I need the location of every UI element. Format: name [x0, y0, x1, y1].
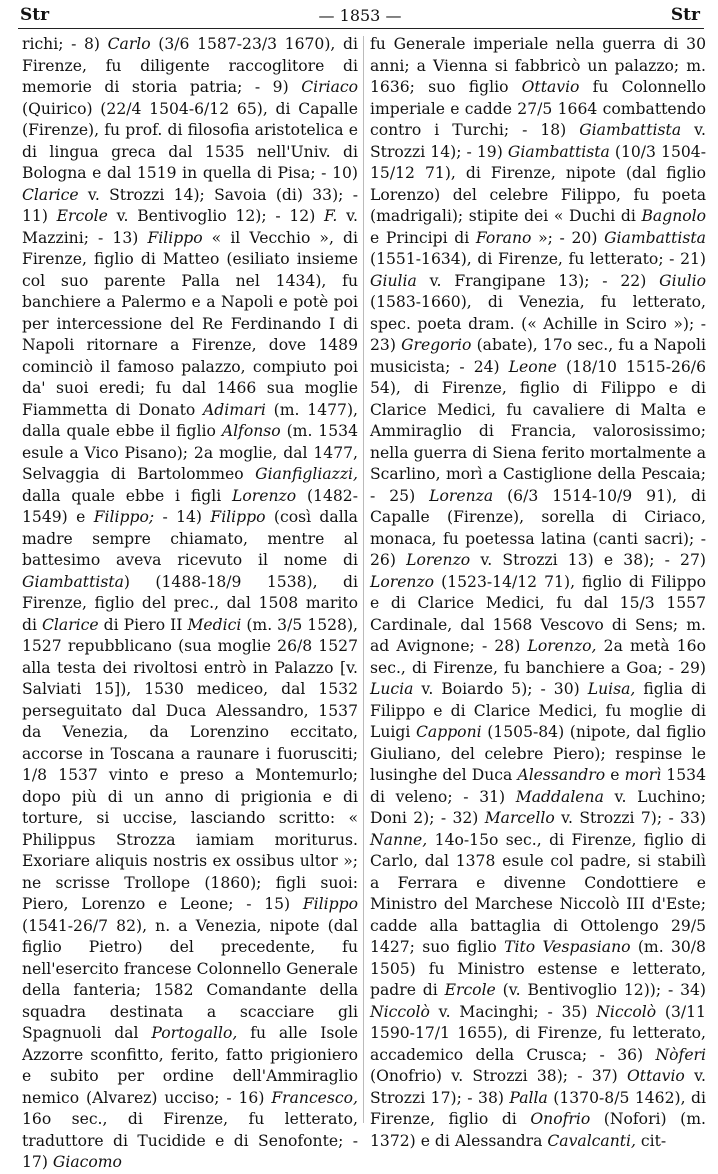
- entry-text: v. Macinghi; - 35): [429, 1002, 597, 1021]
- entry-text: (v. Bentivoglio 12)); - 34): [495, 981, 706, 999]
- entry-text: (così dalla madre sempre chiamato, mentre al battesimo aveva ricevuto il nome di: [22, 508, 358, 569]
- entry-text: (Onofrio) v. Strozzi 38); - 37): [370, 1067, 628, 1085]
- entry-name: Lorenzo: [406, 551, 471, 569]
- entry-text: v. Bentivoglio 12); - 12): [107, 207, 324, 225]
- entry-name: Niccolò: [370, 1002, 430, 1021]
- entry-name: Giambattista: [579, 121, 682, 139]
- entry-name: Forano: [475, 228, 532, 247]
- entry-text: (10/3 1504-15/12 71), di Firenze, nipote (dal figlio Lorenzo) del celebre Filippo, fu poeta (madrigali); stipite dei « Duchi di: [370, 142, 706, 225]
- entry-text: (m. 3/5 1528), 1527 repubblicano (sua moglie 26/8 1527 alla testa dei rivoltosi entrò in Palazzo [v. Salviati 15]), 1530 mediceo, dal 1532 perseguitato dal Duca Alessandro, 1537 da Venezia, da Lorenzino eccitato, accorse in Toscana a raunare i fuorusciti; 1/8 1537 vinto e preso a Montemurlo; dopo più di un anno di prigionia e di torture, si uccise, lasciando scritto: « Philippus Strozza iamiam moriturus. Exoriare aliquis nostris ex ossibus ultor »; ne scrisse Trollope (1860); figli suoi: Piero, Lorenzo e Leone; - 15): [22, 615, 358, 913]
- entry-text: 16o sec., di Firenze, fu letterato, traduttore di Tucidide e di Senofonte; - 17): [22, 1110, 358, 1171]
- entry-text: - 14): [154, 508, 211, 526]
- entry-name: Lorenzo: [232, 486, 297, 505]
- entry-name: Marcello: [484, 809, 555, 827]
- entry-name: Lorenzo: [370, 572, 435, 591]
- right-column-text: [370, 34, 706, 1152]
- entry-name: Ciriaco: [301, 78, 358, 96]
- entry-name: Giambattista: [604, 228, 706, 247]
- entry-name: Giacomo: [52, 1153, 122, 1171]
- entry-name: Nòferi: [655, 1045, 706, 1064]
- entry-name: Lorenzo,: [527, 637, 597, 655]
- entry-text: (1482-1549) e: [22, 486, 358, 526]
- entry-text: (3/6 1587-23/3 1670), di Firenze, fu diligente raccoglitore di memorie di storia patria; - 9): [22, 35, 358, 96]
- entry-name: Clarice: [22, 185, 79, 204]
- entry-text: fu alle Isole Azzorre sconfitto, ferito, fatto prigioniero e subito per ordine dell'Ammiraglio nemico (Alvarez) ucciso; - 16): [22, 1024, 358, 1107]
- entry-text: v. Strozzi 14); - 19): [370, 121, 707, 161]
- header-rule: [18, 28, 704, 29]
- page-header: [20, 2, 700, 28]
- entry-name: Luisa,: [587, 680, 636, 698]
- entry-text: (6/3 1514-10/9 91), di Capalle (Firenze), sorella di Ciriaco, monaca, fu poetessa latina (canti sacri); - 26): [370, 486, 706, 569]
- entry-text: dalla quale ebbe i figli: [22, 486, 233, 505]
- entry-name: Tito Vespasiano: [504, 938, 631, 956]
- entry-text: cit-: [635, 1131, 667, 1150]
- entry-text: fu Colonnello imperiale e cadde 27/5 1664 combattendo contro i Turchi; - 18): [370, 78, 706, 139]
- entry-text: (Quirico) (22/4 1504-6/12 65), di Capalle (Firenze), fu prof. di filosofia aristotelica e di lingua greca dal 1535 nell'Univ. di Bologna e dal 1519 in quella di Pisa; - 10): [22, 99, 358, 182]
- entry-text: (1505-84) (nipote, dal figlio Giuliano, del celebre Piero); respinse le lusinghe del Duca: [370, 723, 706, 784]
- entry-text: v. Frangipane 13); - 22): [416, 271, 660, 290]
- right-column: [370, 34, 706, 1152]
- entry-name: Giulio: [659, 271, 706, 290]
- entry-text: v. Strozzi 13) e 38); - 27): [470, 551, 706, 569]
- entry-name: Filippo: [147, 228, 203, 247]
- entry-name: Giulia: [370, 271, 417, 290]
- entry-name: Leone: [508, 357, 557, 376]
- entry-name: Niccolò: [596, 1002, 657, 1021]
- entry-text: v. Strozzi 7); - 33): [554, 809, 706, 827]
- entry-name: Filippo: [302, 895, 358, 913]
- entry-text: (3/11 1590-17/1 1655), di Firenze, fu letterato, accademico della Crusca; - 36): [370, 1002, 706, 1064]
- page-number: — 1853 —: [318, 5, 402, 25]
- entry-text: (1523-14/12 71), figlio di Filippo e di Clarice Medici, fu dal 15/3 1557 Cardinale, dal 1568 Vescovo di Sens; m. ad Avignone; - 28): [370, 572, 706, 655]
- entry-text: richi; - 8): [22, 35, 108, 53]
- entry-name: Filippo: [210, 508, 266, 526]
- entry-name: Capponi: [415, 723, 482, 741]
- entry-name: Alfonso: [221, 422, 281, 440]
- entry-text: v. Luchino; Doni 2); - 32): [370, 787, 706, 827]
- entry-name: Clarice: [41, 615, 99, 634]
- entry-name: Alessandro: [517, 766, 606, 784]
- left-column: [22, 34, 358, 1174]
- entry-name: Giambattista: [507, 142, 610, 161]
- entry-text: (1551-1634), di Firenze, fu letterato; - 21): [370, 250, 706, 268]
- entry-name: Gregorio: [401, 336, 472, 354]
- entry-name: Adimari: [203, 400, 266, 419]
- header-left-keyword: Str: [20, 5, 50, 25]
- entry-name: Cavalcanti,: [547, 1131, 636, 1150]
- entry-text: ) (1488-18/9 1538), di Firenze, figlio del prec., dal 1508 marito di: [22, 572, 358, 634]
- entry-name: Palla: [509, 1088, 548, 1107]
- entry-name: Filippo;: [93, 508, 155, 526]
- entry-text: 1534 di veleno; - 31): [370, 766, 706, 806]
- entry-text: v. Strozzi 14); Savoia (di) 33); - 11): [22, 185, 358, 225]
- entry-text: (1583-1660), di Venezia, fu letterato, spec. poeta dram. (« Achille in Sciro »); - 23): [370, 293, 706, 354]
- entry-text: (1370-8/5 1462), di Firenze, figlio di: [370, 1088, 706, 1128]
- entry-text: (1541-26/7 82), n. a Venezia, nipote (dal figlio Pietro) del precedente, fu nell'esercito francese Colonnello Generale della fanteria; 1582 Comandante della squadra destinata a scacciare gli Spagnuoli dal: [22, 916, 358, 1042]
- entry-name: Onofrio: [530, 1110, 591, 1128]
- entry-name: Ottavio: [521, 78, 580, 96]
- entry-text: e: [605, 766, 625, 784]
- entry-text: (18/10 1515-26/6 54), di Firenze, figlio di Filippo e di Clarice Medici, fu cavaliere di Malta e Ammiraglio di Francia, valorosissimo; nella guerra di Siena ferito mortalmente a Scarlino, morì a Castiglione della Pescaia; - 25): [370, 357, 706, 505]
- entry-name: Giambattista: [22, 572, 124, 591]
- entry-text: v. Strozzi 17); - 38): [370, 1067, 706, 1107]
- entry-text: »; - 20): [531, 228, 605, 247]
- entry-name: Francesco,: [271, 1088, 358, 1107]
- entry-name: Lorenza: [429, 486, 494, 505]
- entry-text: fu Generale imperiale nella guerra di 30 anni; a Vienna si fabbricò un palazzo; m. 1636; suo figlio: [370, 35, 706, 96]
- entry-text: v. Boiardo 5); - 30): [413, 680, 588, 698]
- entry-name: Ercole: [444, 981, 496, 999]
- entry-name: morì: [624, 766, 662, 784]
- entry-text: (m. 1477), dalla quale ebbe il figlio: [22, 400, 358, 440]
- header-right-keyword: Str: [670, 5, 700, 25]
- entry-name: Nanne,: [370, 830, 428, 849]
- entry-text: figlia di Filippo e di Clarice Medici, fu moglie di Luigi: [370, 680, 706, 741]
- entry-text: di Piero II: [98, 615, 188, 634]
- entry-text: (abate), 17o sec., fu a Napoli musicista; - 24): [370, 336, 706, 376]
- entry-text: 2a metà 16o sec., di Firenze, fu banchiere a Goa; - 29): [370, 637, 706, 677]
- entry-name: Ercole: [56, 207, 108, 225]
- entry-text: v. Mazzini; - 13): [22, 207, 358, 247]
- entry-name: Lucia: [370, 680, 414, 698]
- entry-name: Bagnolo: [641, 207, 706, 225]
- column-divider: [363, 36, 364, 1123]
- left-column-text: [22, 34, 358, 1174]
- entry-name: F.: [324, 207, 338, 225]
- entry-name: Medici: [187, 615, 242, 634]
- entry-name: Maddalena: [515, 787, 604, 806]
- entry-text: (Nofori) (m. 1372) e di Alessandra: [370, 1110, 706, 1150]
- entry-text: 14o-15o sec., di Firenze, figlio di Carlo, dal 1378 esule col padre, si stabilì a Ferrara e divenne Condottiere e Ministro del Marchese Niccolò III d'Este; cadde alla battaglia di Ottolengo 29/5 1427; suo figlio: [370, 830, 706, 956]
- entry-name: Gianfigliazzi,: [255, 465, 358, 483]
- entry-text: e Principi di: [370, 228, 476, 247]
- entry-text: (m. 1534 esule a Vico Pisano); 2a moglie, dal 1477, Selvaggia di Bartolommeo: [22, 422, 358, 483]
- entry-name: Portogallo,: [151, 1024, 238, 1042]
- entry-name: Carlo: [107, 35, 151, 53]
- entry-text: (m. 30/8 1505) fu Ministro estense e letterato, padre di: [370, 938, 706, 999]
- entry-name: Ottavio: [627, 1067, 685, 1085]
- entry-text: « il Vecchio », di Firenze, figlio di Matteo (esiliato insieme col suo parente Palla nel 1434), fu banchiere a Palermo e a Napoli e potè poi per intercessione del Re Ferdinando I di Napoli ritornare a Firenze, dove 1489 cominciò il famoso palazzo, compiuto poi da' suoi eredi; fu dal 1466 sua moglie Fiammetta di Donato: [22, 228, 358, 419]
